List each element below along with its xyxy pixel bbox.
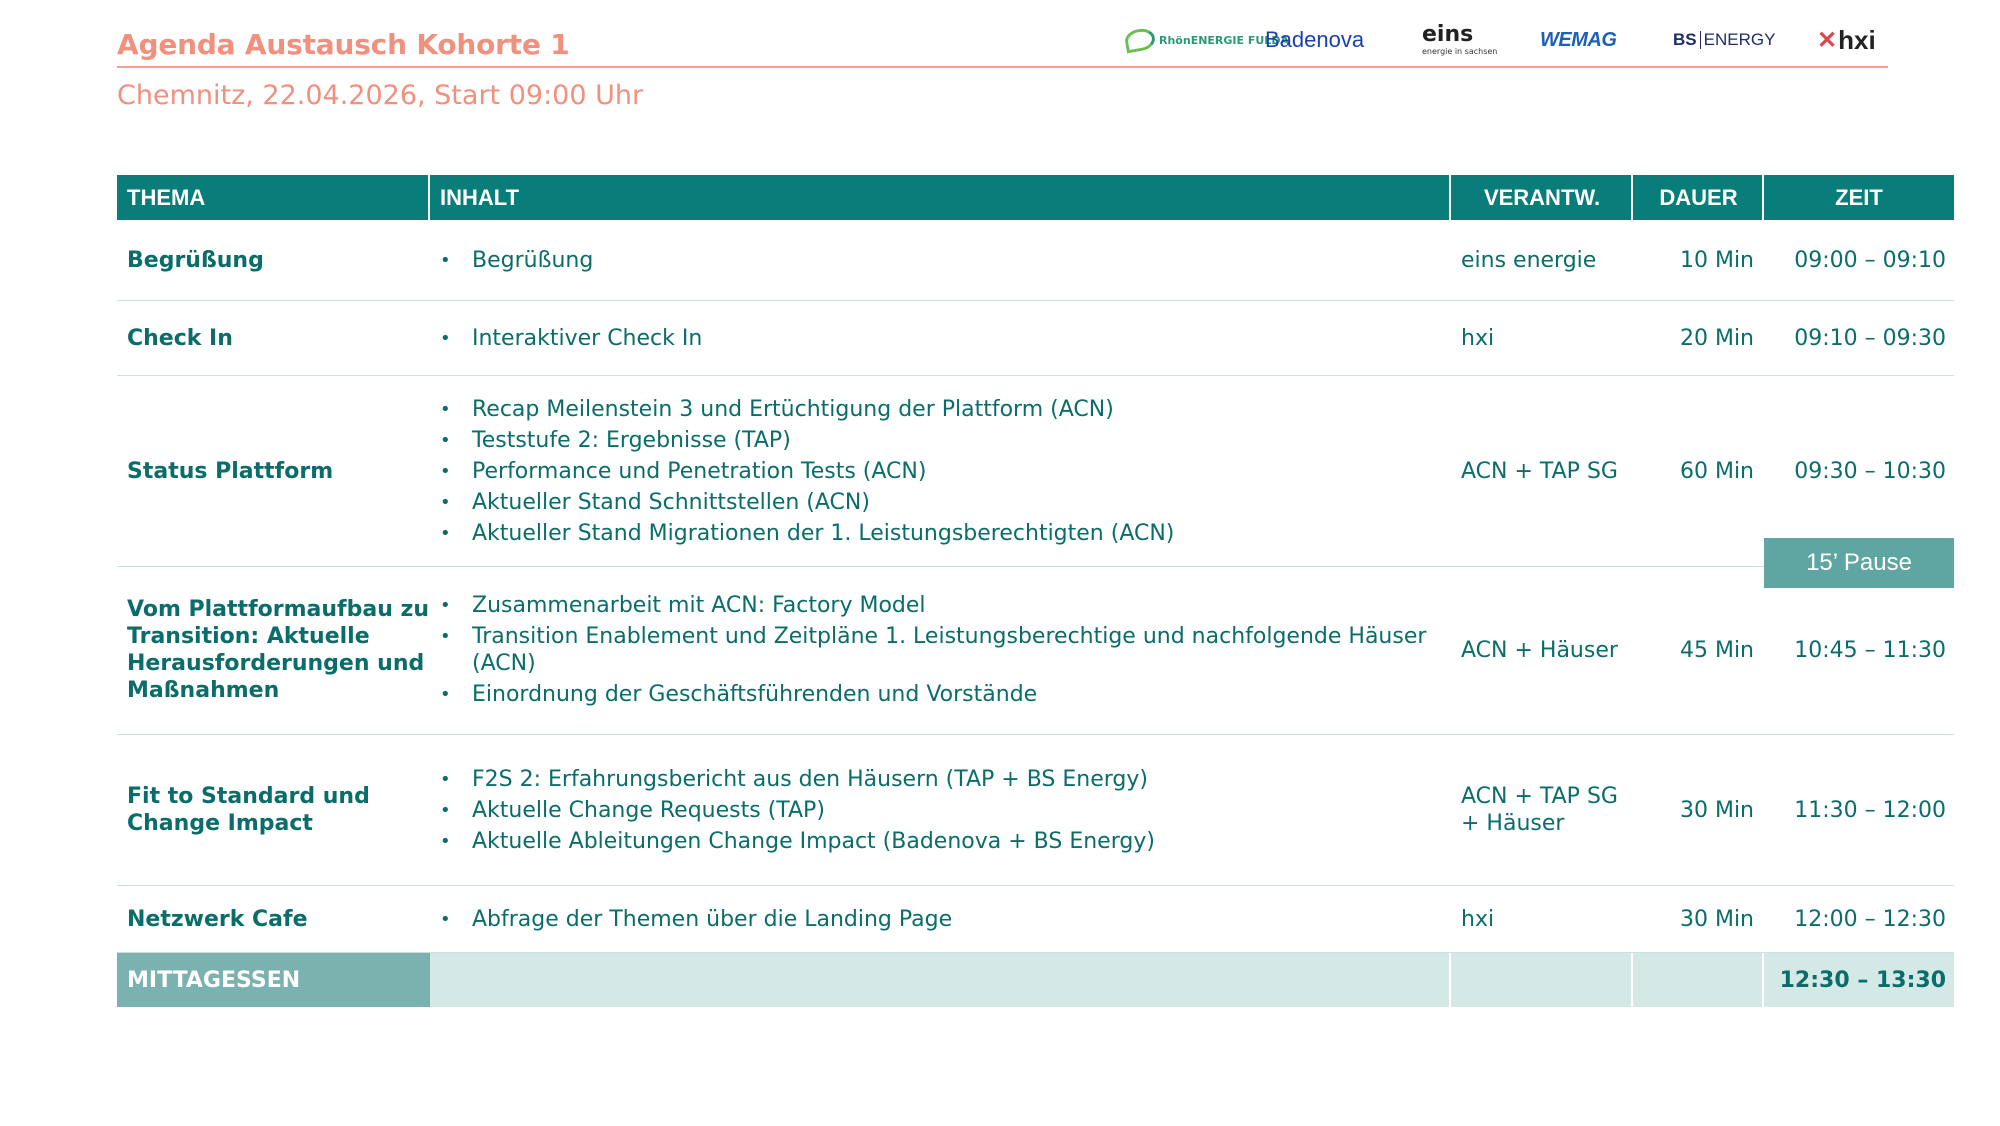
row-zeit: 11:30 – 12:00: [1794, 797, 1946, 823]
row-inhalt: [430, 220, 1451, 300]
row-verantw: hxi: [1461, 906, 1495, 932]
row-dauer: 60 Min: [1679, 458, 1754, 484]
wemag-logo: WEMAG: [1540, 28, 1617, 51]
list-item: • Aktueller Stand Schnittstellen (ACN): [440, 489, 1174, 516]
list-item: • Zusammenarbeit mit ACN: Factory Model: [440, 592, 1451, 619]
row-thema: Check In: [127, 325, 233, 351]
list-item: • F2S 2: Erfahrungsbericht aus den Häusern (TAP + BS Energy): [440, 766, 1155, 793]
partner-logos: [1120, 16, 1890, 64]
bs-energy-logo-a: BS: [1673, 30, 1697, 49]
row-inhalt: [430, 376, 1451, 566]
list-item: • Begrüßung: [440, 247, 593, 274]
pause-badge: 15’ Pause: [1764, 538, 1954, 588]
row-zeit: 12:00 – 12:30: [1794, 906, 1946, 932]
list-item: • Aktuelle Change Requests (TAP): [440, 797, 1155, 824]
table-row: [117, 376, 1954, 566]
header-dauer: DAUER: [1659, 184, 1738, 210]
hxi-logo-text: hxi: [1838, 24, 1876, 55]
row-inhalt: [430, 301, 1451, 375]
row-verantw: ACN + Häuser: [1461, 637, 1618, 663]
table-row: [117, 587, 1954, 713]
table-row: [117, 886, 1954, 952]
header-separator: [1631, 175, 1633, 220]
inhalt-list: [440, 902, 952, 937]
row-dauer: 10 Min: [1679, 247, 1754, 273]
lunch-separator: [1631, 953, 1633, 1007]
row-dauer: 30 Min: [1679, 797, 1754, 823]
row-dauer: 45 Min: [1679, 637, 1754, 663]
row-zeit: 09:30 – 10:30: [1794, 458, 1946, 484]
row-thema: Begrüßung: [127, 247, 264, 273]
bs-energy-logo: [1673, 16, 1775, 64]
eins-logo-subtext: energie in sachsen: [1422, 47, 1498, 56]
header-zeit: ZEIT: [1835, 184, 1883, 210]
row-verantw: ACN + TAP SG: [1461, 458, 1618, 484]
row-zeit: 09:10 – 09:30: [1794, 325, 1946, 351]
badenova-logo: Badenova: [1265, 27, 1365, 52]
list-item: • Abfrage der Themen über die Landing Page: [440, 906, 952, 933]
row-thema: Vom Plattformaufbau zu Transition: Aktuelle Herausforderungen und Maßnahmen: [127, 597, 429, 703]
row-dauer: 30 Min: [1679, 906, 1754, 932]
header-separator: [1449, 175, 1451, 220]
lunch-row: [117, 953, 1954, 1007]
bs-energy-divider: [1700, 31, 1701, 49]
row-verantw: hxi: [1461, 325, 1495, 351]
table-row: [117, 735, 1954, 885]
leaf-icon: [1123, 27, 1156, 54]
list-item: • Performance und Penetration Tests (ACN): [440, 458, 1174, 485]
lunch-zeit: 12:30 – 13:30: [1779, 967, 1946, 993]
header-separator: [1762, 175, 1764, 220]
inhalt-list: [440, 243, 593, 278]
hxi-x-icon: ✕: [1817, 26, 1838, 54]
row-zeit: 10:45 – 11:30: [1794, 637, 1946, 663]
lunch-separator: [1449, 953, 1451, 1007]
row-verantw: eins energie: [1461, 247, 1597, 273]
inhalt-list: [440, 392, 1174, 551]
header-thema: THEMA: [127, 184, 206, 210]
eins-logo-text: eins: [1422, 22, 1474, 47]
eins-logo: [1422, 16, 1497, 64]
row-thema: Status Plattform: [127, 458, 334, 484]
row-thema: Netzwerk Cafe: [127, 906, 308, 932]
list-item: • Interaktiver Check In: [440, 325, 702, 352]
table-header: [117, 175, 1954, 220]
list-item: • Recap Meilenstein 3 und Ertüchtigung der Plattform (ACN): [440, 396, 1174, 423]
inhalt-list: [440, 321, 702, 356]
title-divider: [117, 66, 1888, 68]
table-row: [117, 220, 1954, 300]
row-verantw: ACN + TAP SG + Häuser: [1461, 784, 1618, 836]
row-zeit: 09:00 – 09:10: [1794, 247, 1946, 273]
bs-energy-logo-b: ENERGY: [1703, 30, 1776, 49]
row-inhalt: [430, 735, 1451, 885]
list-item: • Einordnung der Geschäftsführenden und Vorstände: [440, 681, 1451, 708]
list-item: • Aktueller Stand Migrationen der 1. Leistungsberechtigten (ACN): [440, 520, 1174, 547]
inhalt-list: [440, 762, 1155, 859]
list-item: • Teststufe 2: Ergebnisse (TAP): [440, 427, 1174, 454]
header-separator: [428, 175, 430, 220]
rhoenenergie-logo-text: RhönENERGIE FULDA: [1159, 33, 1289, 47]
row-inhalt: [430, 587, 1451, 713]
table-row: [117, 301, 1954, 375]
list-item: • Transition Enablement und Zeitpläne 1. Leistungsberechtige und nachfolgende Häuser (ACN): [440, 623, 1451, 677]
list-item: • Aktuelle Ableitungen Change Impact (Badenova + BS Energy): [440, 828, 1155, 855]
row-thema: Fit to Standard und Change Impact: [127, 784, 370, 836]
inhalt-list: [440, 588, 1451, 712]
hxi-logo: [1817, 16, 1876, 64]
lunch-separator: [1762, 953, 1764, 1007]
lunch-thema: MITTAGESSEN: [117, 953, 430, 1007]
row-dauer: 20 Min: [1679, 325, 1754, 351]
row-inhalt: [430, 886, 1451, 952]
header-inhalt: INHALT: [440, 184, 520, 210]
page-subtitle: Chemnitz, 22.04.2026, Start 09:00 Uhr: [117, 80, 644, 111]
header-verantw: VERANTW.: [1483, 184, 1601, 210]
page-title: Agenda Austausch Kohorte 1: [117, 28, 570, 61]
